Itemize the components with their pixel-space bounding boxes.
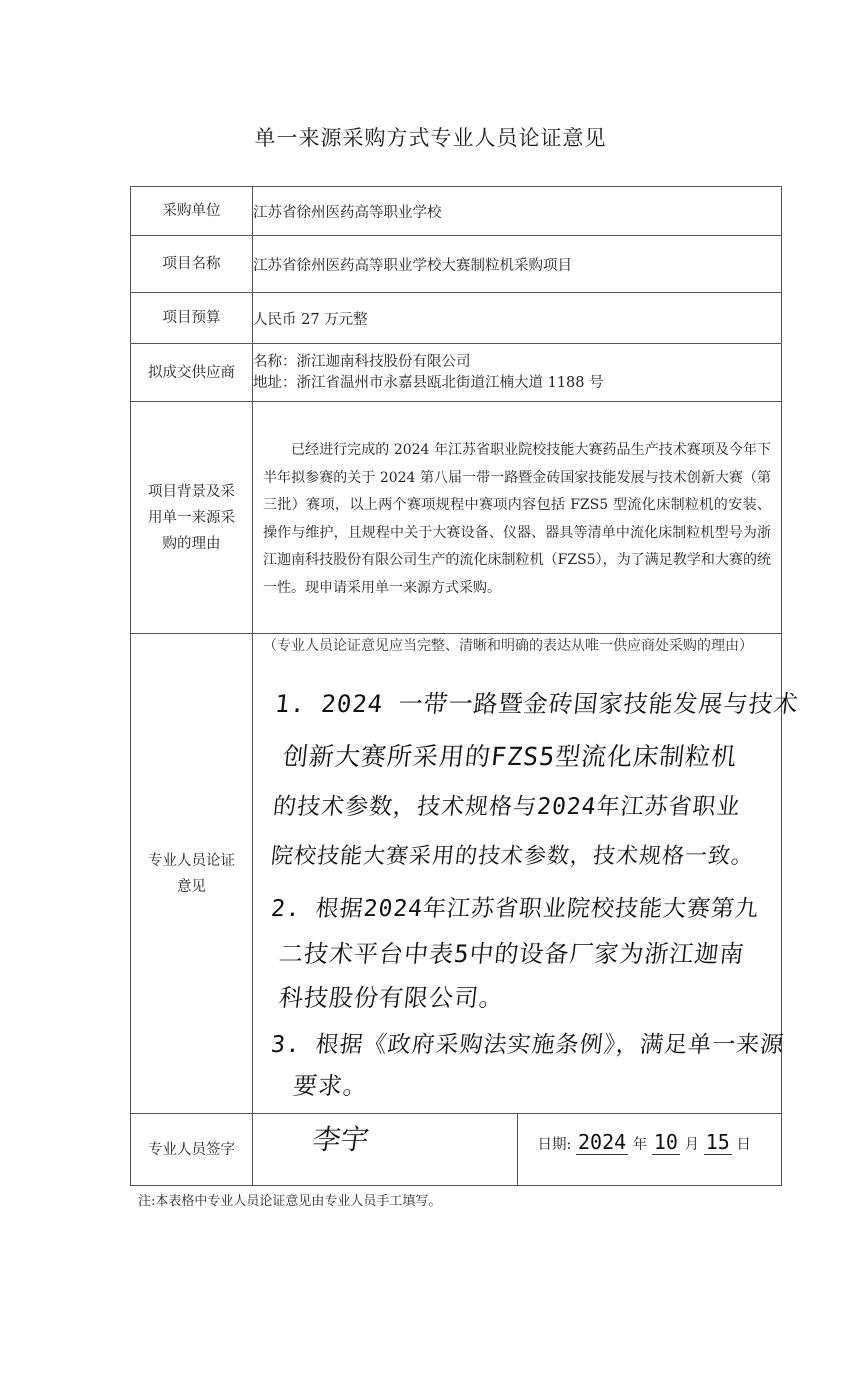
supplier-address-line: 地址：浙江省温州市永嘉县瓯北街道江楠大道 1188 号 <box>253 374 604 391</box>
label-opinion-line-2: 意见 <box>177 878 206 895</box>
label-background-line-2: 用单一来源采 <box>148 509 235 526</box>
label-budget: 项目预算 <box>131 293 253 344</box>
row-budget <box>131 293 782 344</box>
value-budget: 人民币 27 万元整 <box>253 293 782 344</box>
label-signature: 专业人员签字 <box>131 1114 253 1186</box>
date-field <box>538 1130 751 1154</box>
date-cell <box>517 1114 782 1186</box>
row-supplier <box>131 344 782 402</box>
label-project-name: 项目名称 <box>131 236 253 293</box>
row-signature <box>131 1114 782 1186</box>
row-purchaser <box>131 187 782 236</box>
label-background-line-3: 购的理由 <box>162 535 221 552</box>
date-year-unit: 年 <box>632 1137 648 1153</box>
handwritten-line-7: 科技股份有限公司。 <box>277 984 506 1012</box>
handwritten-line-5: 2. 根据2024年江苏省职业院校技能大赛第九 <box>269 896 761 922</box>
date-month: 10 <box>653 1130 678 1154</box>
opinion-instruction: （专业人员论证意见应当完整、清晰和明确的表达从唯一供应商处采购的理由） <box>263 638 753 654</box>
date-day-unit: 日 <box>736 1137 751 1153</box>
label-purchaser: 采购单位 <box>131 187 253 236</box>
date-month-unit: 月 <box>684 1137 700 1153</box>
label-opinion-line-1: 专业人员论证 <box>148 852 235 869</box>
value-background <box>253 402 782 634</box>
value-purchaser: 江苏省徐州医药高等职业学校 <box>253 187 782 236</box>
handwritten-line-2: 创新大赛所采用的FZS5型流化床制粒机 <box>281 742 739 771</box>
handwritten-line-6: 二技术平台中表5中的设备厂家为浙江迦南 <box>277 940 746 968</box>
value-project-name: 江苏省徐州医药高等职业学校大赛制粒机采购项目 <box>253 236 782 293</box>
value-opinion <box>253 634 801 1114</box>
justification-form-table <box>130 186 801 1186</box>
handwritten-line-1: 1. 2024 一带一路暨金砖国家技能发展与技术 <box>273 690 801 718</box>
value-supplier <box>253 344 782 402</box>
handwritten-line-4: 院校技能大赛采用的技术参数，技术规格一致。 <box>269 844 756 869</box>
footnote: 注:本表格中专业人员论证意见由专业人员手工填写。 <box>138 1194 442 1209</box>
handwritten-line-9: 要求。 <box>291 1072 370 1100</box>
label-background <box>131 402 253 634</box>
handwritten-signature: 李宇 <box>310 1123 372 1156</box>
handwritten-line-3: 的技术参数，技术规格与2024年江苏省职业 <box>271 794 742 820</box>
background-text: 已经进行完成的 2024 年江苏省职业院校技能大赛药品生产技术赛项及今年下半年拟参赛的关于 2024 第八届一带一路暨金砖国家技能发展与技术创新大赛（第三批）赛项，以上两个赛项规程中赛项内容包括 FZS5 型流化床制粒机的安装、操作与维护，且规程中关于大赛设备、仪器、器具等清单中流化床制粒机型号为浙江迦南科技股份有限公司生产的流化床制粒机（FZS5），为了满足教学和大赛的统一性。现申请采用单一来源方式采购。 <box>263 442 771 596</box>
label-supplier: 拟成交供应商 <box>131 344 253 402</box>
date-label: 日期: <box>537 1137 572 1153</box>
label-opinion <box>131 634 253 1114</box>
signature-cell <box>253 1114 518 1186</box>
label-background-line-1: 项目背景及采 <box>148 483 235 500</box>
document-title: 单一来源采购方式专业人员论证意见 <box>254 126 607 150</box>
row-opinion <box>131 634 782 1114</box>
row-project-name <box>131 236 782 293</box>
row-background <box>131 402 782 634</box>
date-year: 2024 <box>578 1130 627 1154</box>
handwritten-line-8: 3. 根据《政府采购法实施条例》，满足单一来源 <box>269 1032 786 1058</box>
supplier-name-line: 名称：浙江迦南科技股份有限公司 <box>253 353 471 370</box>
date-day: 15 <box>705 1130 730 1154</box>
